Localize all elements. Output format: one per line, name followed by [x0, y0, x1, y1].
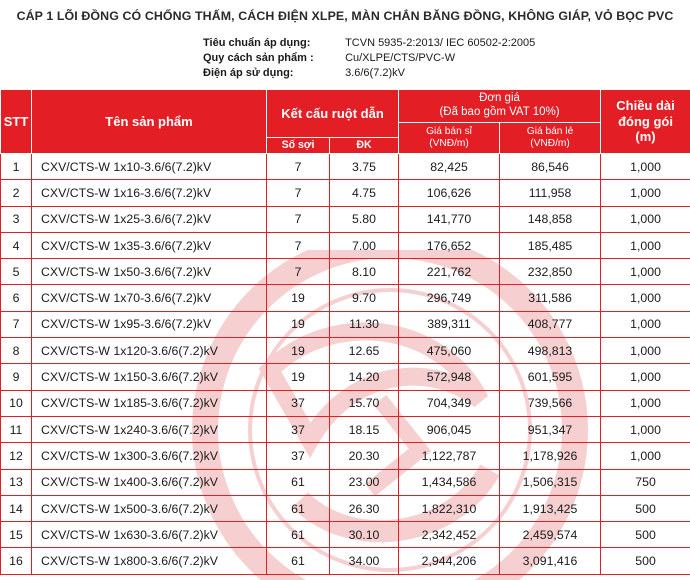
cell-strands: 7: [267, 206, 330, 232]
cell-strands: 61: [267, 495, 330, 521]
cell-pack-length: 1,000: [601, 232, 690, 258]
table-row: [1, 495, 690, 521]
cell-stt: 10: [1, 390, 32, 416]
cell-product-name: CXV/CTS-W 1x800-3.6/6(7.2)kV: [32, 548, 267, 574]
cell-pack-length: 1,000: [601, 416, 690, 442]
cell-strands: 19: [267, 285, 330, 311]
cell-pack-length: 750: [601, 469, 690, 495]
cell-pack-length: 500: [601, 495, 690, 521]
table-row: [1, 180, 690, 206]
header-price-label: Đơn giá: [399, 92, 600, 106]
table-row: [1, 154, 690, 180]
spec-value: 3.6/6(7.2)kV: [345, 66, 405, 81]
cell-retail-price: 148,858: [500, 206, 601, 232]
header-wholesale-price: [399, 123, 500, 154]
cell-pack-length: 1,000: [601, 285, 690, 311]
spec-value: Cu/XLPE/CTS/PVC-W: [345, 51, 455, 66]
cell-stt: 15: [1, 522, 32, 548]
cell-retail-price: 601,595: [500, 364, 601, 390]
cell-diameter: 5.80: [330, 206, 399, 232]
cell-diameter: 9.70: [330, 285, 399, 311]
header-unit-price: [399, 90, 601, 123]
cell-diameter: 20.30: [330, 443, 399, 469]
table-row: [1, 390, 690, 416]
cell-stt: 14: [1, 495, 32, 521]
cell-stt: 13: [1, 469, 32, 495]
cell-pack-length: 1,000: [601, 364, 690, 390]
table-row: [1, 548, 690, 574]
cell-wholesale-price: 1,122,787: [399, 443, 500, 469]
cell-retail-price: 739,566: [500, 390, 601, 416]
table-row: [1, 416, 690, 442]
spec-label: Tiêu chuẩn áp dụng:: [203, 36, 342, 51]
header-pack-length: [601, 90, 690, 154]
cell-wholesale-price: 475,060: [399, 338, 500, 364]
cell-stt: 9: [1, 364, 32, 390]
cell-strands: 7: [267, 259, 330, 285]
cell-diameter: 11.30: [330, 311, 399, 337]
cell-wholesale-price: 141,770: [399, 206, 500, 232]
cell-stt: 5: [1, 259, 32, 285]
header-stt: STT: [1, 90, 32, 154]
cell-product-name: CXV/CTS-W 1x16-3.6/6(7.2)kV: [32, 180, 267, 206]
cell-product-name: CXV/CTS-W 1x120-3.6/6(7.2)kV: [32, 338, 267, 364]
cell-diameter: 15.70: [330, 390, 399, 416]
table-row: [1, 206, 690, 232]
cell-product-name: CXV/CTS-W 1x300-3.6/6(7.2)kV: [32, 443, 267, 469]
cell-wholesale-price: 906,045: [399, 416, 500, 442]
table-row: [1, 522, 690, 548]
cell-wholesale-price: 82,425: [399, 154, 500, 180]
cell-stt: 12: [1, 443, 32, 469]
cell-product-name: CXV/CTS-W 1x500-3.6/6(7.2)kV: [32, 495, 267, 521]
spec-block: [203, 36, 535, 81]
header-pack-line: Chiều dài: [601, 98, 690, 114]
price-table: [0, 89, 690, 575]
cell-retail-price: 498,813: [500, 338, 601, 364]
cell-pack-length: 1,000: [601, 154, 690, 180]
cell-diameter: 4.75: [330, 180, 399, 206]
table-row: [1, 232, 690, 258]
header-conductor-structure: Kết cấu ruột dẫn: [267, 90, 399, 138]
header-wholesale-line: (VNĐ/m): [399, 138, 499, 150]
cell-wholesale-price: 389,311: [399, 311, 500, 337]
cell-diameter: 12.65: [330, 338, 399, 364]
cell-wholesale-price: 221,762: [399, 259, 500, 285]
cell-retail-price: 232,850: [500, 259, 601, 285]
table-row: [1, 338, 690, 364]
cell-product-name: CXV/CTS-W 1x185-3.6/6(7.2)kV: [32, 390, 267, 416]
cell-retail-price: 1,913,425: [500, 495, 601, 521]
cell-wholesale-price: 1,434,586: [399, 469, 500, 495]
spec-row-voltage: [203, 66, 535, 81]
cell-stt: 11: [1, 416, 32, 442]
cell-pack-length: 1,000: [601, 259, 690, 285]
cell-diameter: 7.00: [330, 232, 399, 258]
header-product-name: Tên sản phẩm: [32, 90, 267, 154]
cell-product-name: CXV/CTS-W 1x50-3.6/6(7.2)kV: [32, 259, 267, 285]
cell-product-name: CXV/CTS-W 1x35-3.6/6(7.2)kV: [32, 232, 267, 258]
cell-product-name: CXV/CTS-W 1x70-3.6/6(7.2)kV: [32, 285, 267, 311]
cell-diameter: 14.20: [330, 364, 399, 390]
cell-retail-price: 311,586: [500, 285, 601, 311]
cell-retail-price: 2,459,574: [500, 522, 601, 548]
cell-retail-price: 185,485: [500, 232, 601, 258]
spec-row-product-spec: [203, 51, 535, 66]
page-title: CÁP 1 LÕI ĐỒNG CÓ CHỐNG THẤM, CÁCH ĐIỆN XLPE, MÀN CHẮN BĂNG ĐỒNG, KHÔNG GIÁP, VỎ BỌC PVC: [0, 9, 690, 23]
cell-strands: 37: [267, 390, 330, 416]
cell-strands: 19: [267, 311, 330, 337]
cell-stt: 3: [1, 206, 32, 232]
cell-diameter: 26.30: [330, 495, 399, 521]
cell-retail-price: 111,958: [500, 180, 601, 206]
cell-retail-price: 1,178,926: [500, 443, 601, 469]
cell-retail-price: 951,347: [500, 416, 601, 442]
cell-diameter: 18.15: [330, 416, 399, 442]
header-pack-line: (m): [601, 129, 690, 145]
header-diameter: ĐK: [330, 138, 399, 154]
header-retail-line: (VNĐ/m): [500, 138, 600, 150]
cell-strands: 7: [267, 232, 330, 258]
cell-product-name: CXV/CTS-W 1x240-3.6/6(7.2)kV: [32, 416, 267, 442]
cell-retail-price: 86,546: [500, 154, 601, 180]
spec-row-standard: [203, 36, 535, 51]
cell-pack-length: 1,000: [601, 206, 690, 232]
cell-wholesale-price: 572,948: [399, 364, 500, 390]
header-price-note: (Đã bao gồm VAT 10%): [399, 106, 600, 120]
cell-product-name: CXV/CTS-W 1x95-3.6/6(7.2)kV: [32, 311, 267, 337]
table-row: [1, 259, 690, 285]
header-retail-price: [500, 123, 601, 154]
cell-wholesale-price: 106,626: [399, 180, 500, 206]
cell-strands: 37: [267, 443, 330, 469]
cell-diameter: 34.00: [330, 548, 399, 574]
cell-wholesale-price: 2,944,206: [399, 548, 500, 574]
cell-product-name: CXV/CTS-W 1x150-3.6/6(7.2)kV: [32, 364, 267, 390]
cell-diameter: 3.75: [330, 154, 399, 180]
spec-label: Điện áp sử dụng:: [203, 66, 342, 81]
header-wholesale-line: Giá bán sỉ: [399, 126, 499, 138]
table-row: [1, 311, 690, 337]
cell-pack-length: 500: [601, 548, 690, 574]
spec-label: Quy cách sản phẩm :: [203, 51, 342, 66]
cell-strands: 61: [267, 548, 330, 574]
cell-pack-length: 1,000: [601, 390, 690, 416]
cell-wholesale-price: 176,652: [399, 232, 500, 258]
cell-pack-length: 1,000: [601, 311, 690, 337]
cell-diameter: 30.10: [330, 522, 399, 548]
cell-pack-length: 1,000: [601, 443, 690, 469]
spec-value: TCVN 5935-2:2013/ IEC 60502-2:2005: [345, 36, 535, 51]
table-row: [1, 285, 690, 311]
cell-stt: 8: [1, 338, 32, 364]
cell-pack-length: 1,000: [601, 338, 690, 364]
cell-product-name: CXV/CTS-W 1x400-3.6/6(7.2)kV: [32, 469, 267, 495]
cell-stt: 16: [1, 548, 32, 574]
cell-stt: 6: [1, 285, 32, 311]
cell-retail-price: 3,091,416: [500, 548, 601, 574]
cell-strands: 19: [267, 364, 330, 390]
cell-strands: 61: [267, 522, 330, 548]
cell-strands: 37: [267, 416, 330, 442]
cell-strands: 19: [267, 338, 330, 364]
header-pack-line: đóng gói: [601, 114, 690, 130]
cell-stt: 2: [1, 180, 32, 206]
header-retail-line: Giá bán lẻ: [500, 126, 600, 138]
header-strands: Số sợi: [267, 138, 330, 154]
cell-diameter: 23.00: [330, 469, 399, 495]
table-row: [1, 469, 690, 495]
cell-retail-price: 1,506,315: [500, 469, 601, 495]
cell-product-name: CXV/CTS-W 1x25-3.6/6(7.2)kV: [32, 206, 267, 232]
cell-wholesale-price: 296,749: [399, 285, 500, 311]
cell-wholesale-price: 704,349: [399, 390, 500, 416]
cell-pack-length: 1,000: [601, 180, 690, 206]
cell-product-name: CXV/CTS-W 1x630-3.6/6(7.2)kV: [32, 522, 267, 548]
cell-wholesale-price: 2,342,452: [399, 522, 500, 548]
cell-stt: 4: [1, 232, 32, 258]
cell-pack-length: 500: [601, 522, 690, 548]
cell-strands: 7: [267, 180, 330, 206]
cell-wholesale-price: 1,822,310: [399, 495, 500, 521]
table-row: [1, 364, 690, 390]
cell-retail-price: 408,777: [500, 311, 601, 337]
cell-diameter: 8.10: [330, 259, 399, 285]
cell-stt: 7: [1, 311, 32, 337]
table-row: [1, 443, 690, 469]
cell-strands: 7: [267, 154, 330, 180]
cell-stt: 1: [1, 154, 32, 180]
cell-strands: 61: [267, 469, 330, 495]
cell-product-name: CXV/CTS-W 1x10-3.6/6(7.2)kV: [32, 154, 267, 180]
